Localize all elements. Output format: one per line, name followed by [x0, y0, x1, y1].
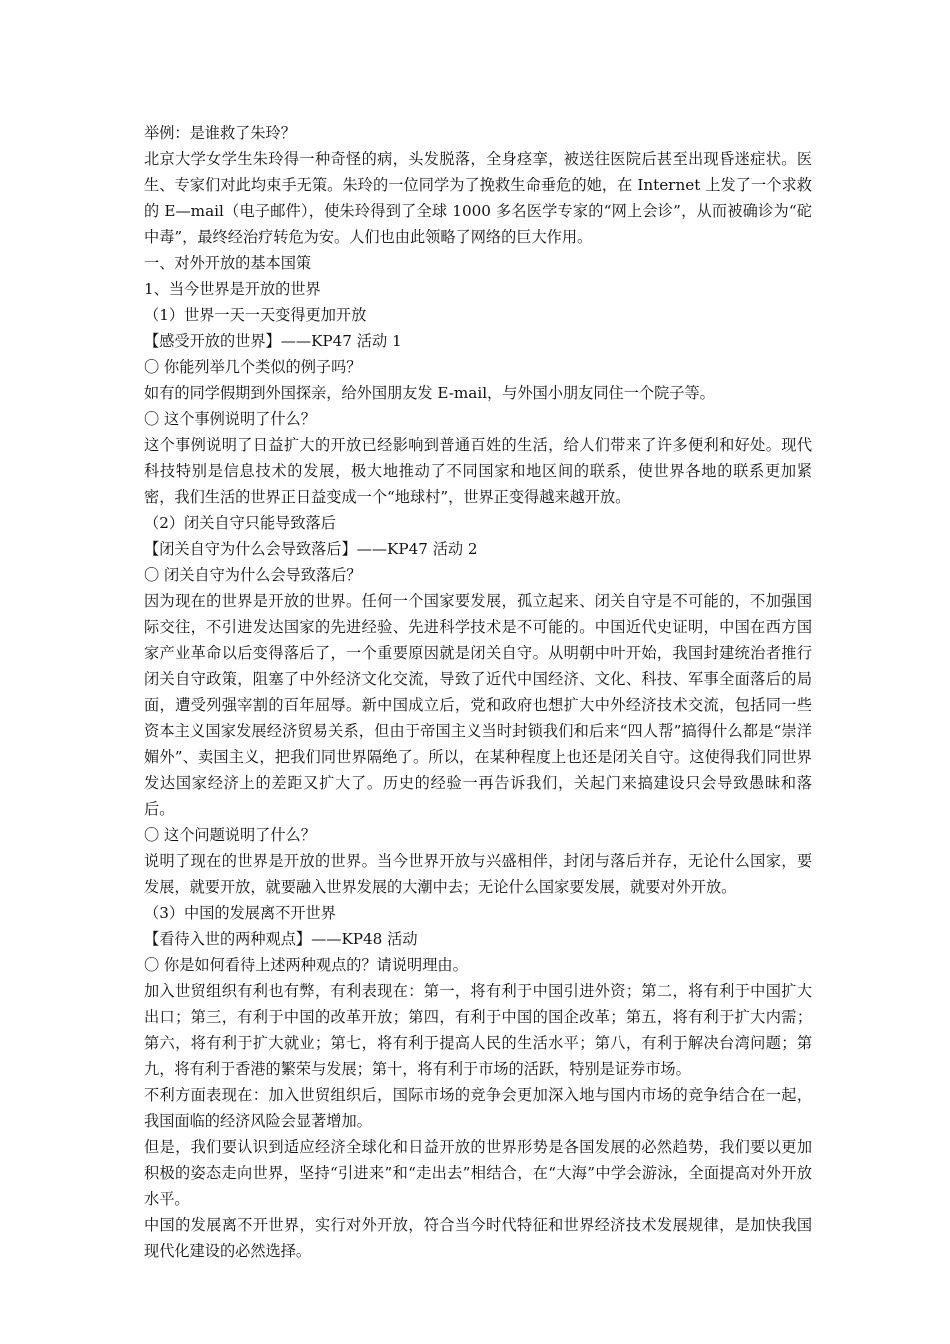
question-3: 〇 闭关自守为什么会导致落后？: [144, 566, 362, 584]
section-heading: 一、对外开放的基本国策: [144, 254, 312, 272]
answer-5-disadvantages: 不利方面表现在：加入世贸组织后，国际市场的竞争会更加深入地与国内市场的竞争结合在一起，我国面临的经济风险会显著增加。: [144, 1086, 812, 1130]
question-1: 〇 你能列举几个类似的例子吗？: [144, 358, 362, 376]
answer-1: 如有的同学假期到外国探亲，给外国朋友发 E-mail，与外国小朋友同住一个院子等。: [144, 384, 715, 402]
question-5: 〇 你是如何看待上述两种观点的？请说明理由。: [144, 956, 468, 974]
point-heading-1: （1）世界一天一天变得更加开放: [144, 306, 367, 324]
answer-4: 说明了现在的世界是开放的世界。当今世界开放与兴盛相伴，封闭与落后并存，无论什么国家，要发展，就要开放，就要融入世界发展的大潮中去；无论什么国家要发展，就要对外开放。: [144, 852, 812, 896]
answer-3: 因为现在的世界是开放的世界。任何一个国家要发展，孤立起来、闭关自守是不可能的，不加强国际交往，不引进发达国家的先进经验、先进科学技术是不可能的。中国近代史证明，中国在西方国家产业革命以后变得落后了，一个重要原因就是闭关自守。从明朝中叶开始，我国封建统治者推行闭关自守政策，阻塞了中外经济文化交流，导致了近代中国经济、文化、科技、军事全面落后的局面，遭受列强宰割的百年屈辱。新中国成立后，党和政府也想扩大中外经济技术交流，包括同一些资本主义国家发展经济贸易关系，但由于帝国主义当时封锁我们和后来“四人帮”搞得什么都是“崇洋媚外”、卖国主义，把我们同世界隔绝了。所以，在某种程度上也还是闭关自守。这使得我们同世界发达国家经济上的差距又扩大了。历史的经验一再告诉我们，关起门来搞建设只会导致愚昧和落后。: [144, 592, 812, 818]
question-2: 〇 这个事例说明了什么？: [144, 410, 316, 428]
example-story-paragraph: 北京大学女学生朱玲得一种奇怪的病，头发脱落，全身痉挛，被送往医院后甚至出现昏迷症状。医生、专家们对此均束手无策。朱玲的一位同学为了挽救生命垂危的她，在 Internet 上发了一个求救的 E—mail（电子邮件），使朱玲得到了全球 1000 多名医学专家的“网上会诊”，从而被确诊为“砣中毒”，最终经治疗转危为安。人们也由此领略了网络的巨大作用。: [144, 150, 812, 246]
answer-5-however: 但是，我们要认识到适应经济全球化和日益开放的世界形势是各国发展的必然趋势，我们要以更加积极的姿态走向世界，坚持“引进来”和“走出去”相结合，在“大海”中学会游泳，全面提高对外开放水平。: [144, 1138, 812, 1208]
document-body: [144, 120, 812, 1264]
subsection-heading: 1、当今世界是开放的世界: [144, 280, 321, 298]
answer-2: 这个事例说明了日益扩大的开放已经影响到普通百姓的生活，给人们带来了许多便利和好处。现代科技特别是信息技术的发展，极大地推动了不同国家和地区间的联系，使世界各地的联系更加紧密，我们生活的世界正日益变成一个“地球村”，世界正变得越来越开放。: [144, 436, 812, 506]
point-heading-2: （2）闭关自守只能导致落后: [144, 514, 336, 532]
activity-title-2: 【闭关自守为什么会导致落后】——KP47 活动 2: [144, 540, 478, 558]
activity-title-3: 【看待入世的两种观点】——KP48 活动: [144, 930, 418, 948]
conclusion-paragraph: 中国的发展离不开世界，实行对外开放，符合当今时代特征和世界经济技术发展规律，是加快我国现代化建设的必然选择。: [144, 1216, 812, 1260]
point-heading-3: （3）中国的发展离不开世界: [144, 904, 336, 922]
answer-5-advantages: 加入世贸组织有利也有弊，有利表现在：第一，将有利于中国引进外资；第二，将有利于中国扩大出口；第三，有利于中国的改革开放；第四，有利于中国的国企改革；第五，将有利于扩大内需；第六，将有利于扩大就业；第七，将有利于提高人民的生活水平；第八，有利于解决台湾问题；第九，将有利于香港的繁荣与发展；第十，将有利于市场的活跃，特别是证券市场。: [144, 982, 812, 1078]
question-4: 〇 这个问题说明了什么？: [144, 826, 316, 844]
activity-title-1: 【感受开放的世界】——KP47 活动 1: [144, 332, 402, 350]
example-heading: 举例：是谁救了朱玲？: [144, 124, 296, 142]
